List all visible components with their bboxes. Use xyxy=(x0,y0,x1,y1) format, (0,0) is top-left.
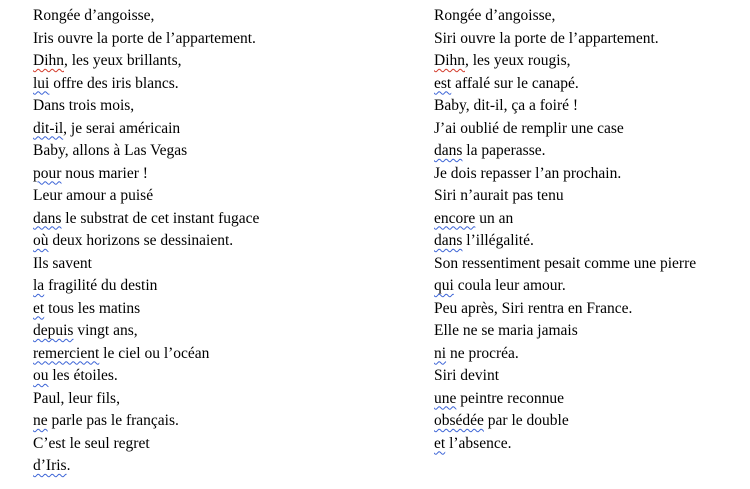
line-text: l’absence. xyxy=(445,434,512,452)
poem-line xyxy=(434,365,750,388)
grammar-underlined-word: encore xyxy=(434,209,476,227)
line-text: Rongée d’angoisse, xyxy=(33,7,155,24)
line-text: parle pas le français. xyxy=(47,412,179,429)
line-text: Siri ouvre la porte de l’appartement. xyxy=(434,29,659,47)
grammar-underlined-word: est xyxy=(434,74,452,92)
poem-line xyxy=(434,95,750,118)
poem-line xyxy=(434,208,750,231)
poem-line xyxy=(434,433,750,456)
grammar-underlined-word: obsédée xyxy=(434,412,484,429)
grammar-underlined-word: ne xyxy=(33,412,48,429)
poem-line xyxy=(434,410,750,433)
line-text: . xyxy=(66,457,71,474)
line-text: l’illégalité. xyxy=(462,232,534,249)
poem-line xyxy=(33,118,403,141)
spelling-underlined-word: Dihn xyxy=(434,52,465,69)
poem-line xyxy=(434,388,750,411)
poem-line xyxy=(33,163,403,186)
grammar-underlined-word: qui xyxy=(434,277,454,294)
grammar-underlined-word: la xyxy=(33,277,45,294)
line-text: la paperasse. xyxy=(462,142,546,159)
grammar-underlined-word: dit-il xyxy=(33,119,64,137)
poem-line xyxy=(33,365,403,388)
grammar-underlined-word: dans xyxy=(434,142,463,159)
poem-line xyxy=(33,73,403,96)
poem-line xyxy=(434,50,750,73)
grammar-underlined-word: lui xyxy=(33,74,50,92)
line-text: Baby, allons à Las Vegas xyxy=(33,142,188,159)
line-text: fragilité du destin xyxy=(44,277,158,294)
poem-line xyxy=(33,343,403,366)
line-text: peintre reconnue xyxy=(456,389,564,407)
line-text: J’ai oublié de remplir une case xyxy=(434,119,624,137)
line-text: Rongée d’angoisse, xyxy=(434,7,556,24)
line-text: Siri devint xyxy=(434,367,500,384)
line-text: nous marier ! xyxy=(61,164,148,182)
poem-line xyxy=(434,298,750,321)
grammar-underlined-word: remercient xyxy=(33,344,100,362)
grammar-underlined-word: depuis xyxy=(33,322,74,339)
poem-line xyxy=(33,455,403,478)
line-text: Paul, leur fils, xyxy=(33,389,120,407)
poem-line xyxy=(33,230,403,253)
poem-line xyxy=(434,5,750,28)
line-text: affalé sur le canapé. xyxy=(451,74,579,92)
poem-line xyxy=(434,140,750,163)
line-text: , je serai américain xyxy=(63,119,181,137)
grammar-underlined-word: une xyxy=(434,389,457,407)
line-text: le substrat de cet instant fugace xyxy=(61,209,260,227)
poem-line xyxy=(33,185,403,208)
poem-line xyxy=(33,410,403,433)
line-text: , les yeux brillants, xyxy=(64,52,182,69)
spelling-underlined-word: Dihn xyxy=(33,52,64,69)
grammar-underlined-word: ni xyxy=(434,344,447,362)
poem-line xyxy=(434,118,750,141)
poem-line xyxy=(434,185,750,208)
line-text: coula leur amour. xyxy=(453,277,566,294)
line-text: deux horizons se dessinaient. xyxy=(48,232,234,249)
line-text: les étoiles. xyxy=(48,367,118,384)
poem-line xyxy=(434,343,750,366)
line-text: Son ressentiment pesait comme une pierre xyxy=(434,254,697,272)
grammar-underlined-word: et xyxy=(434,434,446,452)
line-text: Siri n’aurait pas tenu xyxy=(434,187,564,204)
poem-line xyxy=(33,433,403,456)
line-text: Leur amour a puisé xyxy=(33,187,154,204)
poem-line xyxy=(33,208,403,231)
line-text: un an xyxy=(475,209,514,227)
grammar-underlined-word: pour xyxy=(33,164,62,182)
line-text: Iris ouvre la porte de l’appartement. xyxy=(33,29,256,47)
grammar-underlined-word: et xyxy=(33,299,45,317)
poem-line xyxy=(434,230,750,253)
poem-line xyxy=(434,320,750,343)
grammar-underlined-word: d’Iris xyxy=(33,457,67,474)
line-text: Peu après, Siri rentra en France. xyxy=(434,299,633,317)
grammar-underlined-word: dans xyxy=(434,232,463,249)
poem-line xyxy=(33,298,403,321)
line-text: par le double xyxy=(483,412,569,429)
line-text: C’est le seul regret xyxy=(33,434,150,452)
poem-line xyxy=(33,95,403,118)
line-text: Elle ne se maria jamais xyxy=(434,322,578,339)
line-text: Ils savent xyxy=(33,254,92,272)
line-text: tous les matins xyxy=(44,299,141,317)
left-poem-column xyxy=(33,5,403,478)
line-text: Dans trois mois, xyxy=(33,97,135,114)
line-text: Je dois repasser l’an prochain. xyxy=(434,164,622,182)
poem-line xyxy=(434,275,750,298)
poem-line xyxy=(434,28,750,51)
poem-line xyxy=(33,275,403,298)
poem-line xyxy=(33,320,403,343)
line-text: vingt ans, xyxy=(73,322,138,339)
poem-line xyxy=(33,50,403,73)
poem-line xyxy=(434,163,750,186)
line-text: le ciel ou l’océan xyxy=(99,344,210,362)
line-text: , les yeux rougis, xyxy=(465,52,571,69)
poem-line xyxy=(33,140,403,163)
right-poem-column xyxy=(434,5,750,455)
line-text: offre des iris blancs. xyxy=(49,74,179,92)
grammar-underlined-word: ou xyxy=(33,367,49,384)
poem-line xyxy=(33,253,403,276)
poem-line xyxy=(434,73,750,96)
grammar-underlined-word: où xyxy=(33,232,49,249)
poem-line xyxy=(33,28,403,51)
poem-line xyxy=(33,388,403,411)
poem-line xyxy=(33,5,403,28)
line-text: Baby, dit-il, ça a foiré ! xyxy=(434,97,579,114)
poem-line xyxy=(434,253,750,276)
line-text: ne procréa. xyxy=(446,344,519,362)
grammar-underlined-word: dans xyxy=(33,209,62,227)
